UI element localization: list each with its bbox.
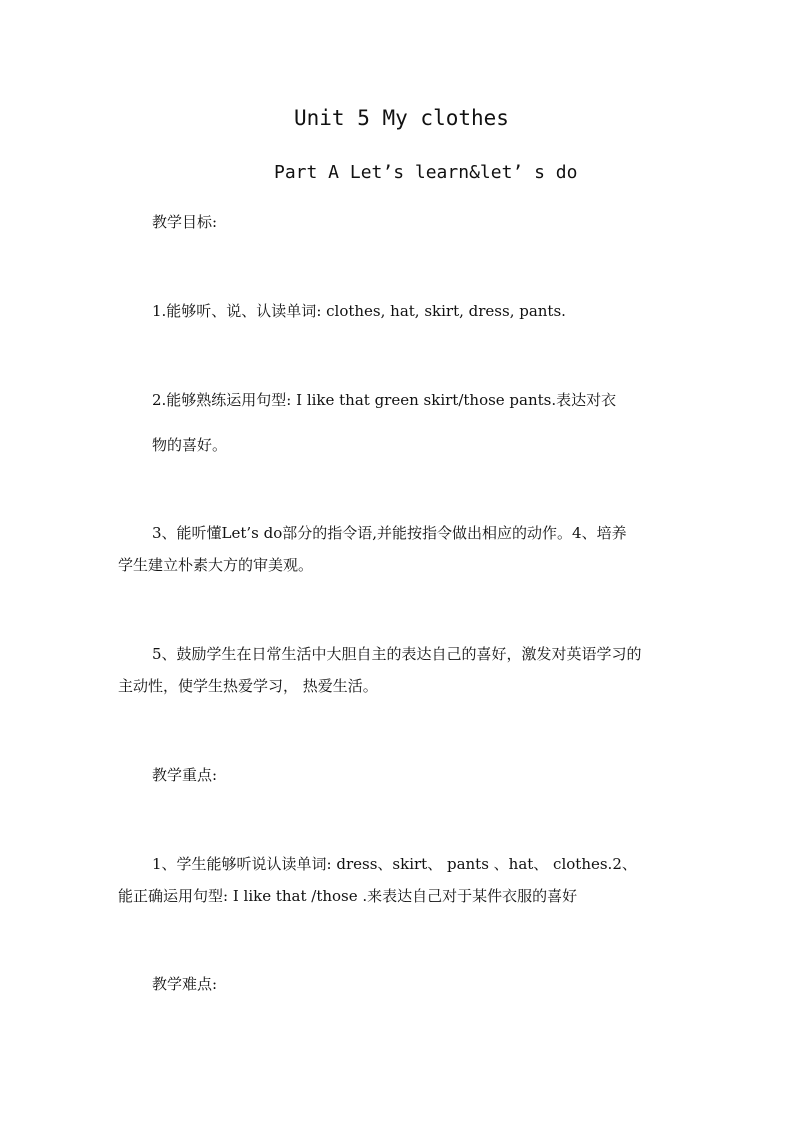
objective-2-line1: 2.能够熟练运用句型: I like that green skirt/those pants.表达对衣 [152, 391, 617, 409]
key-points-heading: 教学重点: [152, 766, 218, 784]
key-point-line1: 1、学生能够听说认读单词: dress、skirt、 pants 、hat、 clothes.2、 [152, 855, 637, 873]
objective-3-line2: 学生建立朴素大方的审美观。 [118, 556, 314, 574]
objective-5-line2: 主动性，使学生热爱学习， 热爱生活。 [118, 677, 378, 695]
objectives-heading: 教学目标: [152, 213, 218, 231]
objective-3-line1: 3、能听懂Let’s do部分的指令语,并能按指令做出相应的动作。4、培养 [152, 524, 627, 542]
document-title: Unit 5 My clothes [294, 106, 509, 130]
objective-1: 1.能够听、说、认读单词: clothes, hat, skirt, dress, pants. [152, 302, 566, 320]
key-point-line2: 能正确运用句型: I like that /those .来表达自己对于某件衣服的喜好 [118, 887, 578, 905]
difficulties-heading: 教学难点: [152, 975, 218, 993]
objective-5-line1: 5、鼓励学生在日常生活中大胆自主的表达自己的喜好，激发对英语学习的 [152, 645, 642, 663]
document-subtitle: Part A Let’s learn&let’ s do [274, 162, 578, 183]
objective-2-line2: 物的喜好。 [152, 436, 228, 454]
